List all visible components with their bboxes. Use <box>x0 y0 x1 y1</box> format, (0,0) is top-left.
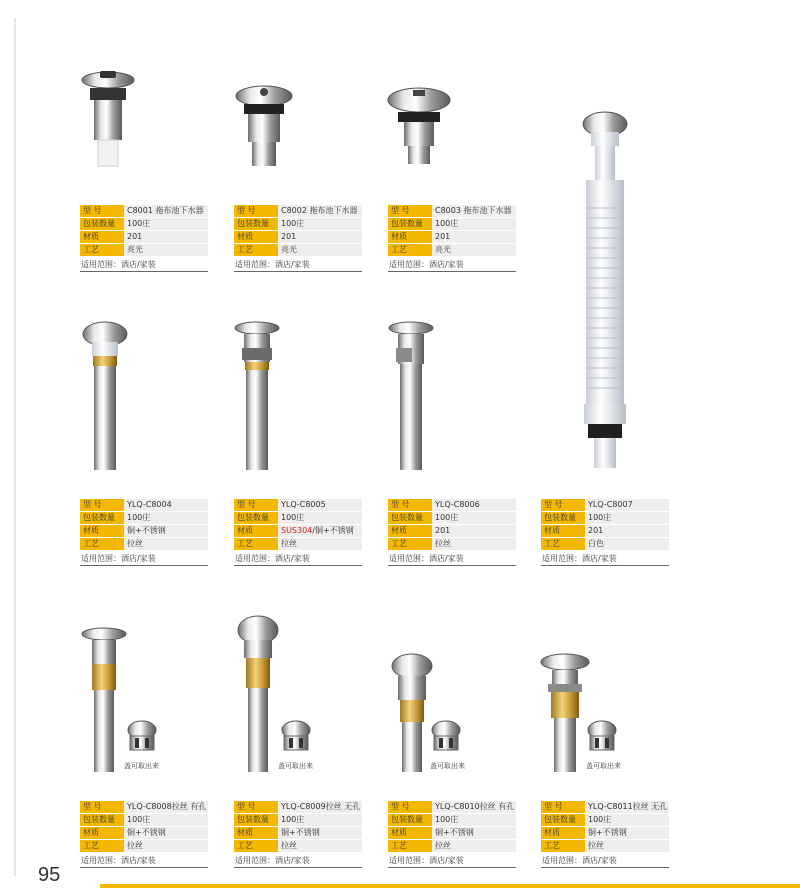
spec-row-model <box>80 205 208 218</box>
spec-craft: 亮光 <box>432 244 516 256</box>
spec-row-craft <box>80 538 208 551</box>
spec-key: 材质 <box>234 231 278 243</box>
spec-craft: 亮光 <box>278 244 362 256</box>
spec-row-material <box>541 525 669 538</box>
spec-row-qty <box>80 814 208 827</box>
spec-craft: 拉丝 <box>124 840 208 852</box>
spec-row-craft <box>388 538 516 551</box>
spec-material-highlight: SUS304 <box>281 526 313 535</box>
spec-row-qty <box>388 512 516 525</box>
spec-material: 铜+不锈钢 <box>278 827 362 839</box>
spec-row-material <box>80 525 208 538</box>
spec-material: 201 <box>432 231 516 243</box>
spec-row-model <box>234 499 362 512</box>
spec-material: 铜+不锈钢 <box>432 827 516 839</box>
spec-model: YLQ-C8007 <box>585 499 669 511</box>
spec-craft: 亮光 <box>124 244 208 256</box>
spec-material: 201 <box>124 231 208 243</box>
spec-table-ylq-c8011 <box>541 801 669 868</box>
spec-key: 包装数量 <box>388 512 432 524</box>
product-image-c8001 <box>80 68 136 168</box>
spec-table-ylq-c8004 <box>80 499 208 566</box>
spec-row-material <box>541 827 669 840</box>
spec-qty: 100庄 <box>278 218 362 230</box>
spec-model: YLQ-C8010拉丝 有孔 <box>432 801 516 813</box>
removable-cap-icon <box>278 720 314 756</box>
spec-key: 包装数量 <box>541 512 585 524</box>
spec-key: 工艺 <box>234 538 278 550</box>
spec-row-craft <box>234 538 362 551</box>
spec-qty: 100庄 <box>124 218 208 230</box>
spec-row-qty <box>80 218 208 231</box>
product-image-c8002 <box>234 82 294 168</box>
spec-key: 工艺 <box>388 840 432 852</box>
spec-key: 材质 <box>388 231 432 243</box>
spec-row-craft <box>541 538 669 551</box>
spec-key: 型 号 <box>541 801 585 813</box>
spec-key: 型 号 <box>541 499 585 511</box>
spec-key: 包装数量 <box>388 218 432 230</box>
spec-row-qty <box>541 814 669 827</box>
page-number: 95 <box>38 864 61 886</box>
spec-craft: 白色 <box>585 538 669 550</box>
spec-row-qty <box>388 814 516 827</box>
spec-material-rest: /铜+不锈钢 <box>312 526 354 535</box>
spec-row-qty <box>234 218 362 231</box>
spec-key: 材质 <box>541 827 585 839</box>
spec-row-craft <box>388 840 516 853</box>
spec-row-craft <box>80 840 208 853</box>
spec-model: C8002 拖布池下水器 <box>278 205 362 217</box>
spec-qty: 100庄 <box>278 814 362 826</box>
spec-table-ylq-c8008 <box>80 801 208 868</box>
removable-cap-icon <box>428 720 464 756</box>
removable-cap-icon <box>124 720 160 756</box>
spec-key: 工艺 <box>80 244 124 256</box>
spec-qty: 100庄 <box>124 512 208 524</box>
spec-row-material <box>234 231 362 244</box>
spec-model: YLQ-C8005 <box>278 499 362 511</box>
spec-material: 铜+不锈钢 <box>124 827 208 839</box>
spec-row-model <box>388 205 516 218</box>
spec-key: 工艺 <box>80 538 124 550</box>
spec-row-model <box>234 205 362 218</box>
spec-row-qty <box>234 512 362 525</box>
spec-row-qty <box>80 512 208 525</box>
spec-row-model <box>80 499 208 512</box>
spec-key: 型 号 <box>388 801 432 813</box>
spec-row-material <box>388 525 516 538</box>
spec-key: 包装数量 <box>388 814 432 826</box>
spec-scope: 适用范围：酒店/家装 <box>80 553 208 566</box>
product-image-ylq-c8009 <box>234 614 282 774</box>
footer-accent-bar <box>100 884 800 888</box>
spec-model: YLQ-C8006 <box>432 499 516 511</box>
spec-key: 材质 <box>80 231 124 243</box>
spec-key: 型 号 <box>388 205 432 217</box>
spec-key: 型 号 <box>80 205 124 217</box>
spec-table-c8001 <box>80 205 208 272</box>
spec-key: 包装数量 <box>80 814 124 826</box>
spec-row-model <box>541 499 669 512</box>
spec-key: 材质 <box>80 827 124 839</box>
spec-material: 201 <box>432 525 516 537</box>
spec-key: 包装数量 <box>80 512 124 524</box>
spec-model: YLQ-C8008拉丝 有孔 <box>124 801 208 813</box>
spec-scope: 适用范围：酒店/家装 <box>234 553 362 566</box>
spec-table-c8003 <box>388 205 516 272</box>
spec-craft: 拉丝 <box>124 538 208 550</box>
spec-table-ylq-c8009 <box>234 801 362 868</box>
spec-qty: 100庄 <box>432 218 516 230</box>
spec-qty: 100庄 <box>585 814 669 826</box>
spec-key: 工艺 <box>388 244 432 256</box>
spec-key: 型 号 <box>80 499 124 511</box>
spec-key: 型 号 <box>234 205 278 217</box>
spec-table-ylq-c8007 <box>541 499 669 566</box>
spec-model: YLQ-C8004 <box>124 499 208 511</box>
spec-material <box>278 525 362 537</box>
spec-table-ylq-c8010 <box>388 801 516 868</box>
product-image-ylq-c8005 <box>232 320 282 472</box>
spec-key: 包装数量 <box>80 218 124 230</box>
spec-scope: 适用范围：酒店/家装 <box>80 855 208 868</box>
spec-row-material <box>234 827 362 840</box>
spec-table-ylq-c8006 <box>388 499 516 566</box>
spec-key: 包装数量 <box>234 814 278 826</box>
cap-removable-label: 盖可取出来 <box>278 762 313 770</box>
spec-key: 工艺 <box>541 840 585 852</box>
product-image-ylq-c8011 <box>540 652 590 774</box>
spec-row-material <box>80 231 208 244</box>
spec-row-qty <box>541 512 669 525</box>
spec-key: 型 号 <box>234 499 278 511</box>
spec-craft: 拉丝 <box>585 840 669 852</box>
spec-scope: 适用范围：酒店/家装 <box>234 259 362 272</box>
spec-craft: 拉丝 <box>278 840 362 852</box>
spec-qty: 100庄 <box>585 512 669 524</box>
spec-table-c8002 <box>234 205 362 272</box>
spec-model: C8001 拖布池下水器 <box>124 205 208 217</box>
spec-row-model <box>234 801 362 814</box>
product-image-c8007 <box>576 108 634 470</box>
spec-scope: 适用范围：酒店/家装 <box>80 259 208 272</box>
spec-material: 201 <box>585 525 669 537</box>
spec-row-craft <box>541 840 669 853</box>
spec-scope: 适用范围：酒店/家装 <box>388 553 516 566</box>
spec-key: 型 号 <box>388 499 432 511</box>
spec-row-craft <box>234 244 362 257</box>
spec-table-ylq-c8005 <box>234 499 362 566</box>
spec-key: 材质 <box>80 525 124 537</box>
spec-key: 工艺 <box>80 840 124 852</box>
spec-key: 包装数量 <box>541 814 585 826</box>
spec-model: YLQ-C8009拉丝 无孔 <box>278 801 362 813</box>
spec-craft: 拉丝 <box>278 538 362 550</box>
spec-row-material <box>80 827 208 840</box>
spec-key: 工艺 <box>234 840 278 852</box>
spec-key: 工艺 <box>541 538 585 550</box>
spec-key: 材质 <box>388 827 432 839</box>
product-image-ylq-c8006 <box>386 320 436 472</box>
spec-row-model <box>541 801 669 814</box>
spec-scope: 适用范围：酒店/家装 <box>234 855 362 868</box>
spec-qty: 100庄 <box>432 814 516 826</box>
spec-key: 包装数量 <box>234 512 278 524</box>
cap-removable-label: 盖可取出来 <box>124 762 159 770</box>
spec-model: YLQ-C8011拉丝 无孔 <box>585 801 669 813</box>
spec-material: 铜+不锈钢 <box>585 827 669 839</box>
spec-key: 材质 <box>541 525 585 537</box>
spec-row-material <box>388 231 516 244</box>
spec-row-qty <box>388 218 516 231</box>
spec-key: 型 号 <box>80 801 124 813</box>
spec-key: 材质 <box>388 525 432 537</box>
product-image-ylq-c8004 <box>80 320 130 472</box>
spec-craft: 拉丝 <box>432 538 516 550</box>
spec-qty: 100庄 <box>278 512 362 524</box>
spec-key: 型 号 <box>234 801 278 813</box>
cap-removable-label: 盖可取出来 <box>586 762 621 770</box>
spec-scope: 适用范围：酒店/家装 <box>541 855 669 868</box>
spec-key: 材质 <box>234 525 278 537</box>
removable-cap-icon <box>584 720 620 756</box>
spec-row-model <box>80 801 208 814</box>
spec-material: 201 <box>278 231 362 243</box>
page-margin-rule <box>14 18 16 876</box>
spec-row-craft <box>388 244 516 257</box>
spec-scope: 适用范围：酒店/家装 <box>388 259 516 272</box>
spec-row-model <box>388 499 516 512</box>
spec-row-craft <box>234 840 362 853</box>
spec-row-craft <box>80 244 208 257</box>
spec-key: 材质 <box>234 827 278 839</box>
spec-row-qty <box>234 814 362 827</box>
product-image-ylq-c8008 <box>80 626 128 774</box>
spec-row-model <box>388 801 516 814</box>
spec-key: 工艺 <box>234 244 278 256</box>
product-image-c8003 <box>386 86 452 166</box>
spec-qty: 100庄 <box>432 512 516 524</box>
spec-key: 工艺 <box>388 538 432 550</box>
spec-scope: 适用范围：酒店/家装 <box>541 553 669 566</box>
spec-key: 包装数量 <box>234 218 278 230</box>
cap-removable-label: 盖可取出来 <box>430 762 465 770</box>
spec-model: C8003 拖布池下水器 <box>432 205 516 217</box>
spec-row-material <box>388 827 516 840</box>
spec-row-material <box>234 525 362 538</box>
spec-scope: 适用范围：酒店/家装 <box>388 855 516 868</box>
spec-qty: 100庄 <box>124 814 208 826</box>
spec-craft: 拉丝 <box>432 840 516 852</box>
spec-material: 铜+不锈钢 <box>124 525 208 537</box>
